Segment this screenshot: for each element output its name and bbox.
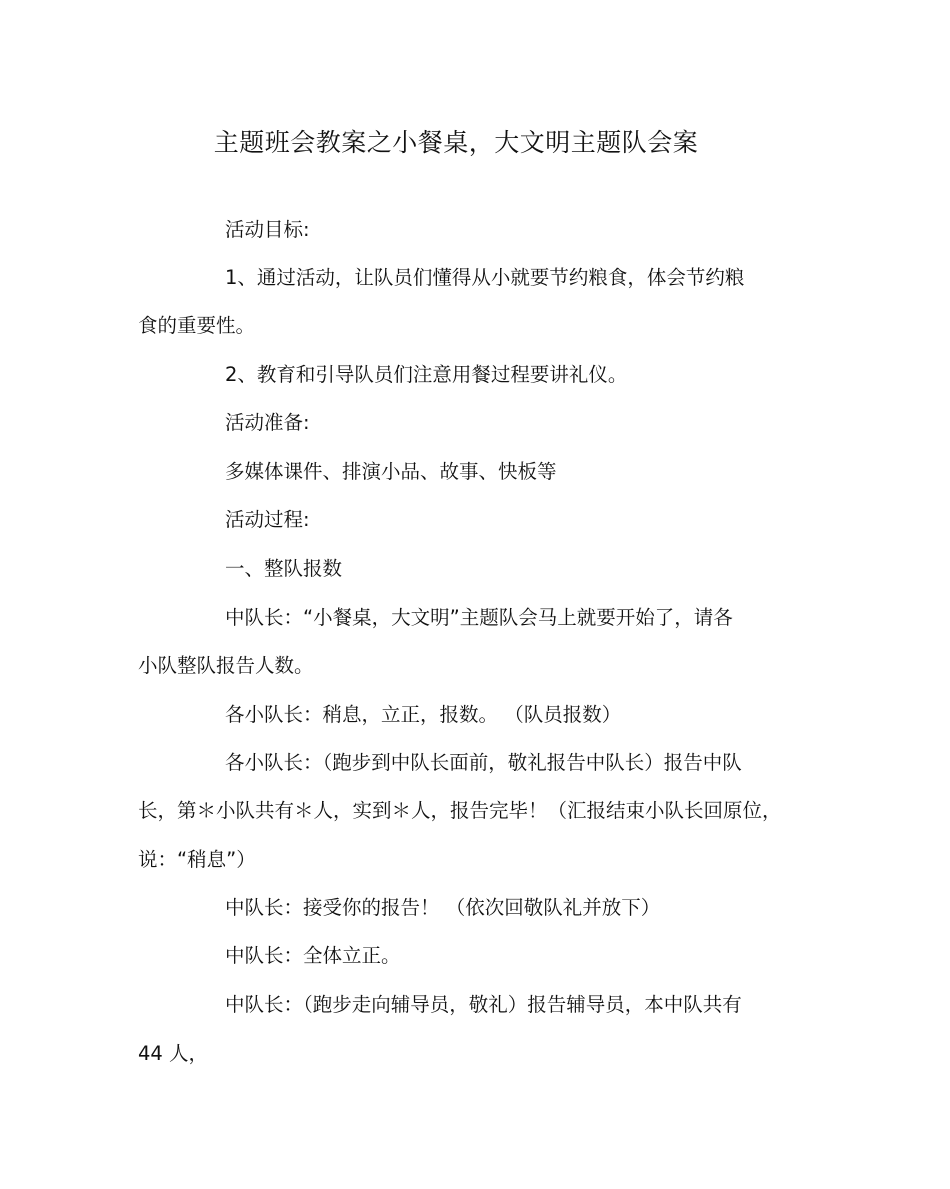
- paragraph-line: 各小队长：（跑步到中队长面前，敬礼报告中队长）报告中队: [225, 751, 742, 774]
- paragraph-line: 活动准备:: [225, 411, 310, 434]
- paragraph-line: 中队长：全体立正。: [225, 944, 401, 967]
- paragraph-line: 中队长：“小餐桌，大文明”主题队会马上就要开始了，请各: [225, 606, 733, 629]
- paragraph-line: 说：“稍息”）: [138, 848, 256, 871]
- paragraph-line: 一、整队报数: [225, 557, 343, 580]
- paragraph-line: 1、通过活动，让队员们懂得从小就要节约粮食，体会节约粮: [225, 266, 745, 289]
- paragraph-line: 食的重要性。: [138, 314, 256, 337]
- document-title: 主题班会教案之小餐桌，大文明主题队会案: [213, 128, 699, 157]
- paragraph-line: 中队长：（跑步走向辅导员，敬礼）报告辅导员，本中队共有: [225, 993, 742, 1016]
- paragraph-line: 44 人，: [138, 1042, 209, 1065]
- paragraph-line: 小队整队报告人数。: [138, 654, 314, 677]
- paragraph-line: 长，第＊小队共有＊人，实到＊人，报告完毕！（汇报结束小队长回原位，: [138, 799, 782, 822]
- paragraph-line: 各小队长：稍息，立正，报数。 （队员报数）: [225, 703, 622, 726]
- paragraph-line: 活动过程:: [225, 508, 310, 531]
- paragraph-line: 活动目标:: [225, 218, 310, 241]
- paragraph-line: 多媒体课件、排演小品、故事、快板等: [225, 460, 557, 483]
- paragraph-line: 中队长：接受你的报告！ （依次回敬队礼并放下）: [225, 896, 661, 919]
- paragraph-line: 2、教育和引导队员们注意用餐过程要讲礼仪。: [225, 363, 628, 386]
